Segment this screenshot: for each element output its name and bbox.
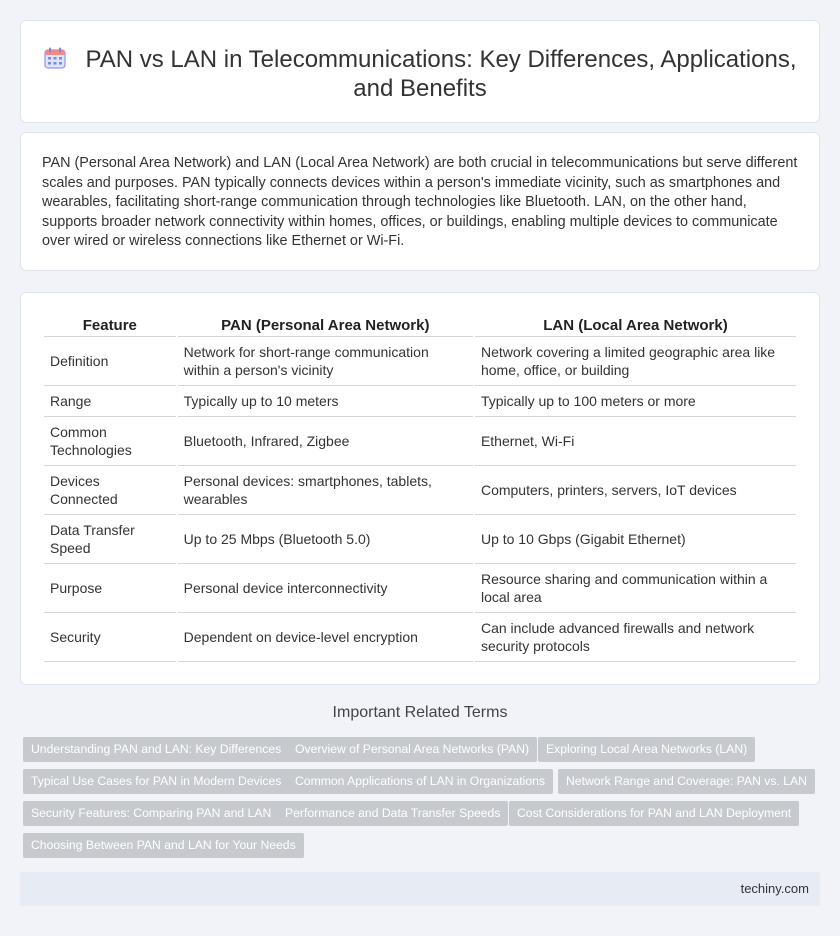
header-feature: Feature	[44, 315, 176, 337]
related-term-link[interactable]: Choosing Between PAN and LAN for Your Needs	[23, 833, 304, 858]
table-row	[44, 564, 796, 613]
related-terms-title: Important Related Terms	[332, 704, 508, 721]
feature-cell: Security	[44, 613, 176, 662]
feature-cell: Purpose	[44, 564, 176, 613]
pan-cell: Personal device interconnectivity	[178, 564, 473, 613]
feature-cell: Definition	[44, 337, 176, 386]
table-header-row	[44, 315, 796, 337]
lan-cell: Resource sharing and communication within a local area	[475, 564, 796, 613]
feature-cell: Data Transfer Speed	[44, 515, 176, 564]
intro-card	[20, 132, 820, 271]
footer	[20, 872, 820, 906]
comparison-table	[42, 315, 798, 662]
related-term-link[interactable]: Performance and Data Transfer Speeds	[277, 801, 508, 826]
lan-cell: Up to 10 Gbps (Gigabit Ethernet)	[475, 515, 796, 564]
lan-cell: Ethernet, Wi-Fi	[475, 417, 796, 466]
table-row	[44, 613, 796, 662]
feature-cell: Common Technologies	[44, 417, 176, 466]
page-title: PAN vs LAN in Telecommunications: Key Differences, Applications, and Benefits	[85, 46, 797, 102]
related-term-link[interactable]: Exploring Local Area Networks (LAN)	[538, 737, 755, 762]
related-term-link[interactable]: Cost Considerations for PAN and LAN Deployment	[509, 801, 799, 826]
table-row	[44, 417, 796, 466]
lan-cell: Network covering a limited geographic area like home, office, or building	[475, 337, 796, 386]
page-title-wrap	[21, 45, 819, 103]
pan-cell: Network for short-range communication within a person's vicinity	[178, 337, 473, 386]
pan-cell: Typically up to 10 meters	[178, 386, 473, 417]
table-row	[44, 386, 796, 417]
feature-cell: Devices Connected	[44, 466, 176, 515]
related-term-link[interactable]: Understanding PAN and LAN: Key Differences	[23, 737, 289, 762]
table-row	[44, 515, 796, 564]
table-row	[44, 337, 796, 386]
pan-cell: Up to 25 Mbps (Bluetooth 5.0)	[178, 515, 473, 564]
title-card	[20, 20, 820, 123]
comparison-card	[20, 292, 820, 685]
related-term-link[interactable]: Security Features: Comparing PAN and LAN	[23, 801, 279, 826]
table-row	[44, 466, 796, 515]
lan-cell: Computers, printers, servers, IoT devices	[475, 466, 796, 515]
related-term-link[interactable]: Network Range and Coverage: PAN vs. LAN	[558, 769, 815, 794]
footer-site[interactable]: techiny.com	[740, 881, 809, 896]
calendar-icon	[44, 47, 66, 69]
header-lan: LAN (Local Area Network)	[475, 315, 796, 337]
pan-cell: Personal devices: smartphones, tablets, wearables	[178, 466, 473, 515]
header-pan: PAN (Personal Area Network)	[178, 315, 473, 337]
lan-cell: Typically up to 100 meters or more	[475, 386, 796, 417]
pan-cell: Bluetooth, Infrared, Zigbee	[178, 417, 473, 466]
lan-cell: Can include advanced firewalls and network security protocols	[475, 613, 796, 662]
related-term-link[interactable]: Common Applications of LAN in Organizations	[287, 769, 553, 794]
intro-paragraph: PAN (Personal Area Network) and LAN (Local Area Network) are both crucial in telecommunications but serve different scales and purposes. PAN typically connects devices within a person's immediate vicinity, such as smartphones and wearables, facilitating short-range communication through technologies like Bluetooth. LAN, on the other hand, supports broader network connectivity within homes, offices, or buildings, enabling multiple devices to communicate over wired or wireless connections like Ethernet or Wi-Fi.	[42, 155, 798, 249]
pan-cell: Dependent on device-level encryption	[178, 613, 473, 662]
related-term-link[interactable]: Typical Use Cases for PAN in Modern Devices	[23, 769, 289, 794]
feature-cell: Range	[44, 386, 176, 417]
related-term-link[interactable]: Overview of Personal Area Networks (PAN)	[287, 737, 537, 762]
